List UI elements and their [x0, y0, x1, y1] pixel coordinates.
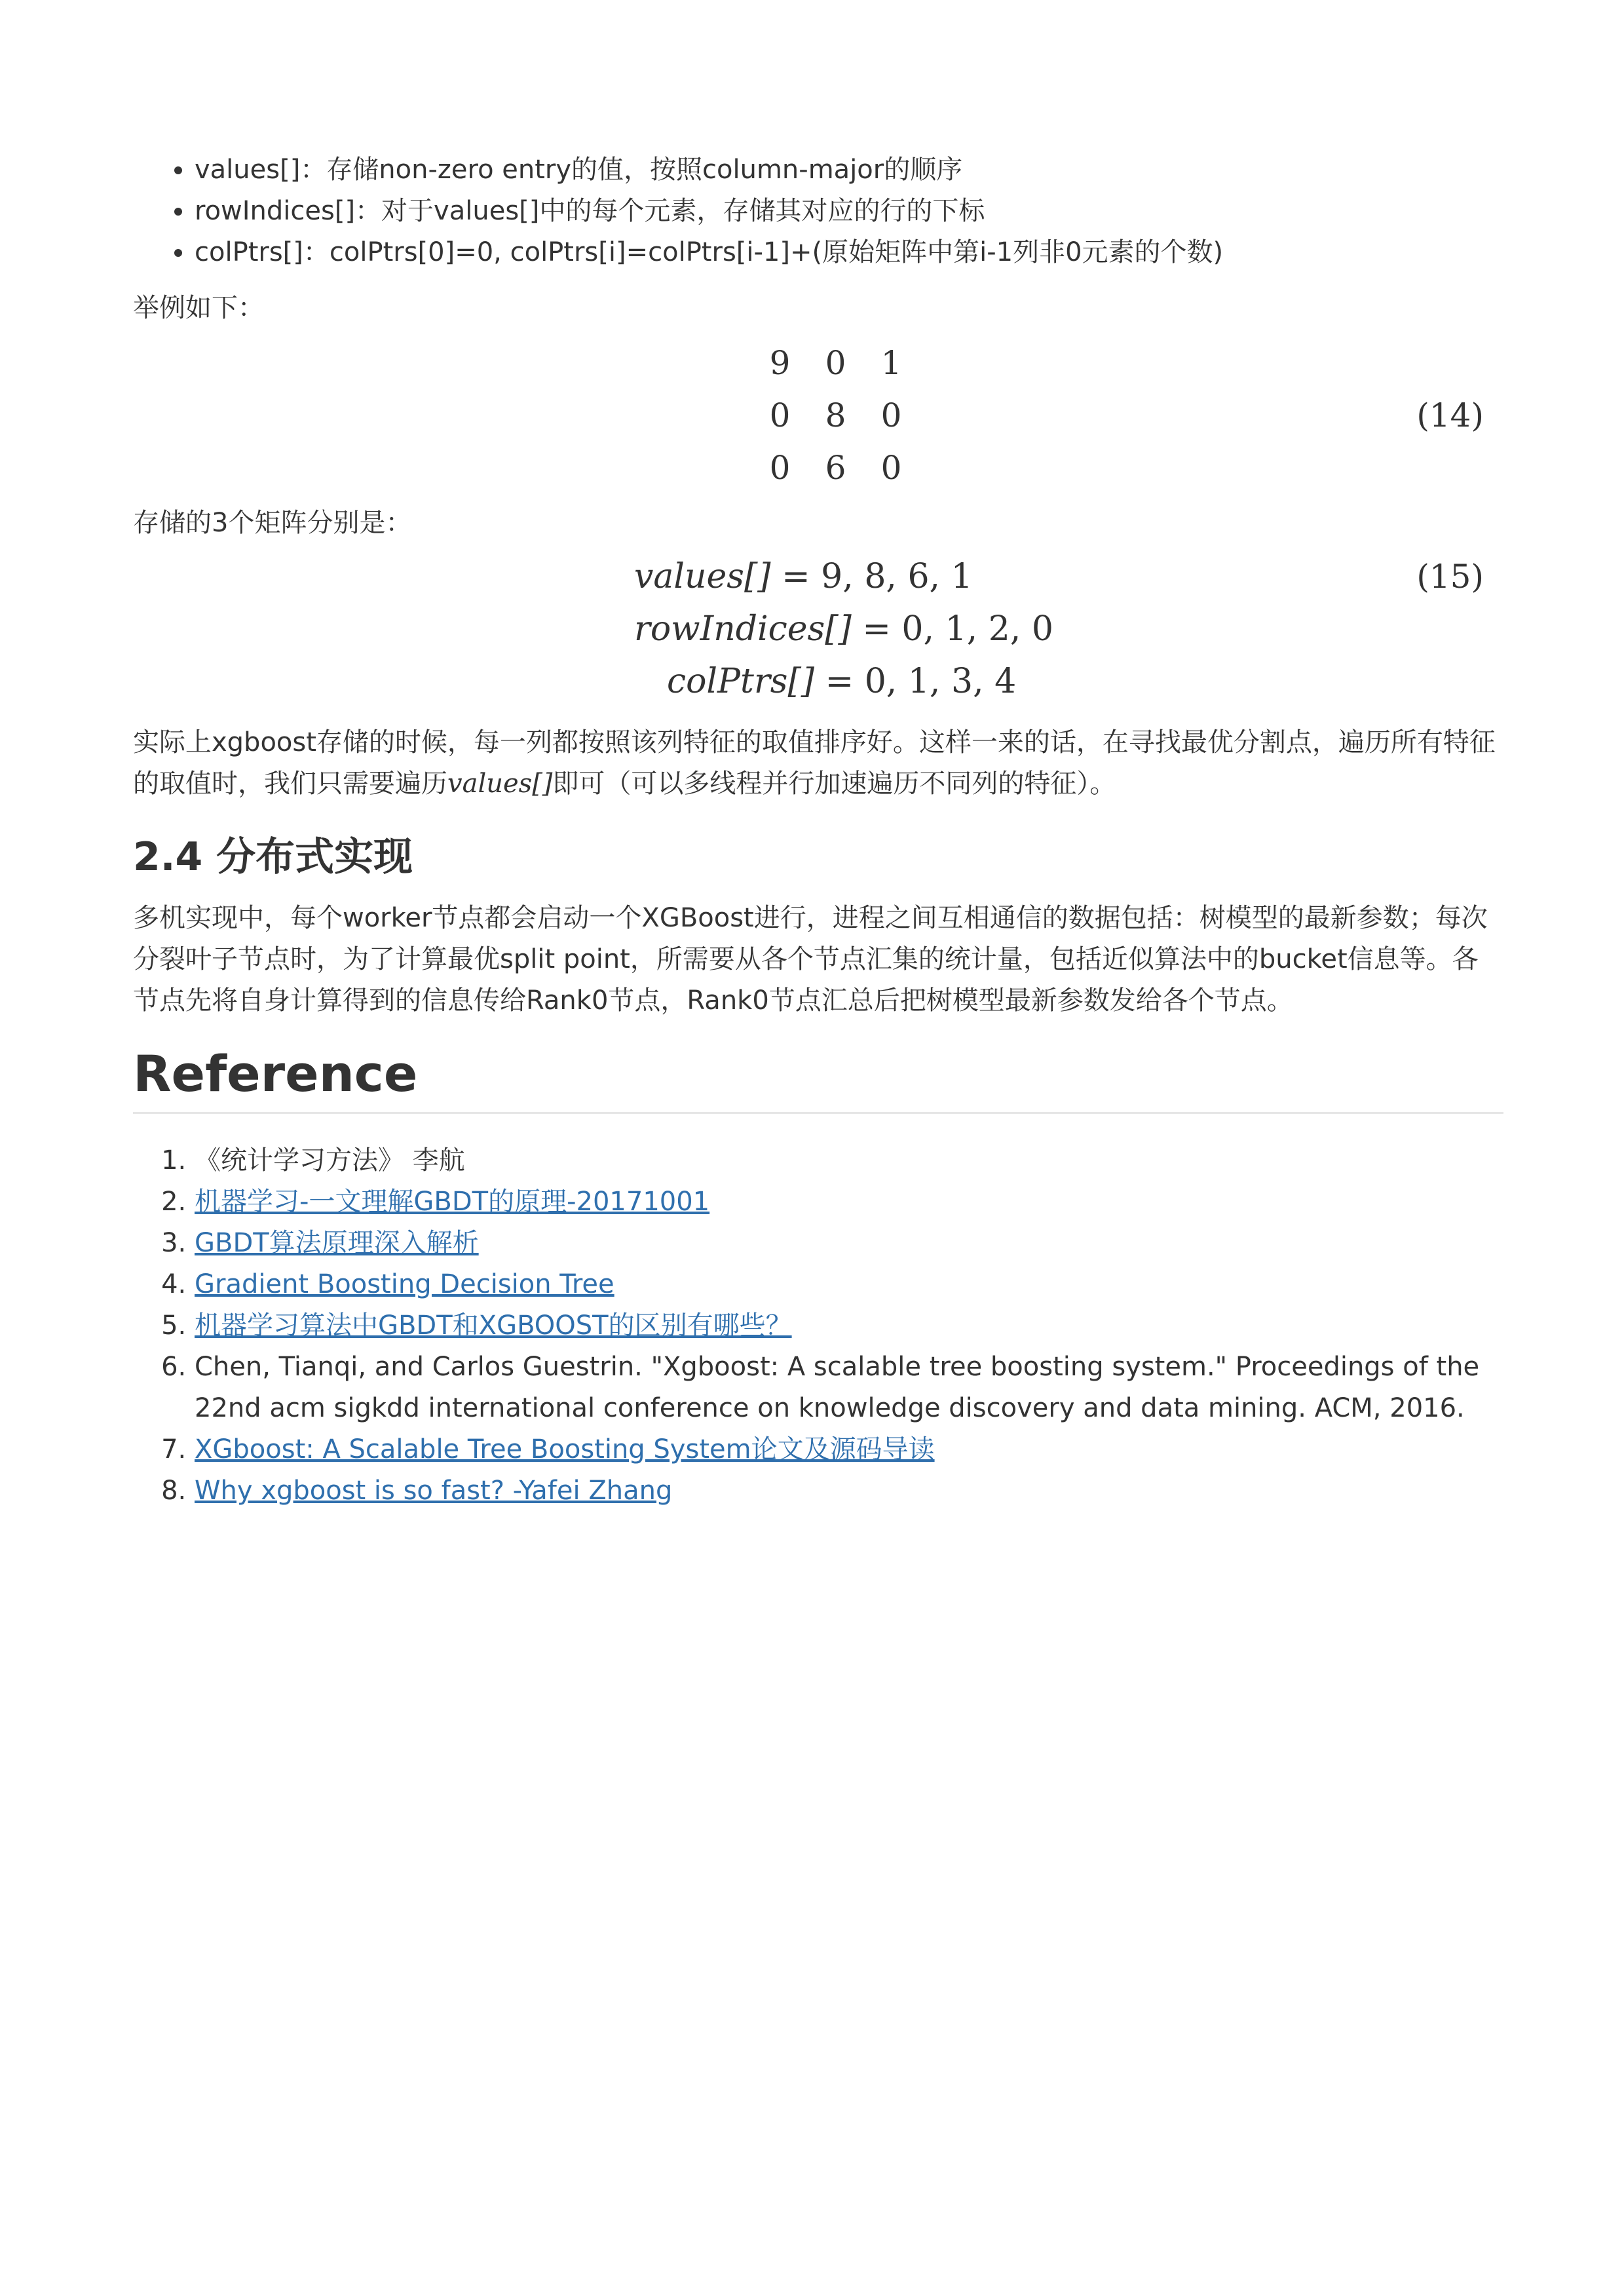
distributed-paragraph: 多机实现中，每个worker节点都会启动一个XGBoost进行，进程之间互相通信的数据包括：树模型的最新参数；每次分裂叶子节点时，为了计算最优split point，所需要从各个节点汇集的统计量，包括近似算法中的bucket信息等。各节点先将自身计算得到的信息传给Rank0节点，Rank0节点汇总后把树模型最新参数发给各个节点。 [133, 903, 1488, 1016]
reference-link[interactable]: XGboost: A Scalable Tree Boosting System论文及源码导读 [195, 1434, 935, 1464]
matrix-cell: 1 [880, 344, 902, 382]
reference-link[interactable]: Gradient Boosting Decision Tree [195, 1269, 614, 1299]
list-item [195, 1140, 1503, 1181]
equation-number: (15) [1416, 558, 1484, 596]
document-content [133, 149, 1503, 1512]
example-intro: 举例如下： [133, 293, 264, 323]
reference-heading: Reference [133, 1041, 1503, 1114]
matrix-cell: 0 [880, 449, 902, 487]
matrix-equation [133, 337, 1503, 497]
rowindices-equation: rowIndices[] = 0, 1, 2, 0 [634, 609, 1053, 649]
sparse-matrix [752, 337, 919, 494]
reference-list [133, 1140, 1503, 1512]
matrix-cell: 9 [769, 344, 791, 382]
reference-text: 《统计学习方法》 李航 [195, 1145, 465, 1176]
matrix-cell: 0 [825, 344, 846, 382]
list-item [195, 1347, 1503, 1429]
storage-intro: 存储的3个矩阵分别是： [133, 508, 412, 538]
list-item [195, 1470, 1503, 1512]
list-item [195, 1223, 1503, 1264]
matrix-cell: 0 [769, 396, 791, 434]
matrix-cell: 6 [825, 449, 846, 487]
matrix-cell: 8 [825, 396, 846, 434]
reference-link[interactable]: 机器学习-一文理解GBDT的原理-20171001 [195, 1187, 710, 1217]
colptrs-equation: colPtrs[] = 0, 1, 3, 4 [667, 662, 1017, 701]
reference-text: Chen, Tianqi, and Carlos Guestrin. "Xgboost: A scalable tree boosting system." Proceedings of the 22nd acm sigkdd international conference on knowledge discovery and data mining. ACM, 2016. [195, 1352, 1480, 1423]
list-item: • values[]：存储non-zero entry的值，按照column-major的顺序 [195, 149, 1503, 191]
equation-number: (14) [1416, 396, 1484, 434]
list-item [195, 1429, 1503, 1470]
reference-link[interactable]: Why xgboost is so fast? -Yafei Zhang [195, 1476, 673, 1506]
inline-math: values[] [447, 769, 553, 799]
values-equation: values[] = 9, 8, 6, 1 [634, 557, 973, 596]
matrix-cell: 0 [880, 396, 902, 434]
matrix-cell: 0 [769, 449, 791, 487]
storage-paragraph: 实际上xgboost存储的时候，每一列都按照该列特征的取值排序好。这样一来的话，在寻找最优分割点，遍历所有特征的取值时，我们只需要遍历values[]即可（可以多线程并行加速遍历不同列的特征）。 [133, 727, 1496, 799]
list-item [195, 1181, 1503, 1223]
section-heading: 2.4 分布式实现 [133, 834, 413, 880]
list-item: • rowIndices[]：对于values[]中的每个元素，存储其对应的行的下标 [195, 191, 1503, 232]
reference-link[interactable]: GBDT算法原理深入解析 [195, 1228, 479, 1258]
list-item: • colPtrs[]：colPtrs[0]=0, colPtrs[i]=colPtrs[i-1]+(原始矩阵中第i-1列非0元素的个数) [195, 232, 1503, 273]
reference-link[interactable]: 机器学习算法中GBDT和XGBOOST的区别有哪些？ [195, 1311, 792, 1341]
storage-equations [133, 550, 1503, 714]
list-item [195, 1264, 1503, 1305]
list-item [195, 1305, 1503, 1347]
csc-array-list [133, 149, 1503, 273]
